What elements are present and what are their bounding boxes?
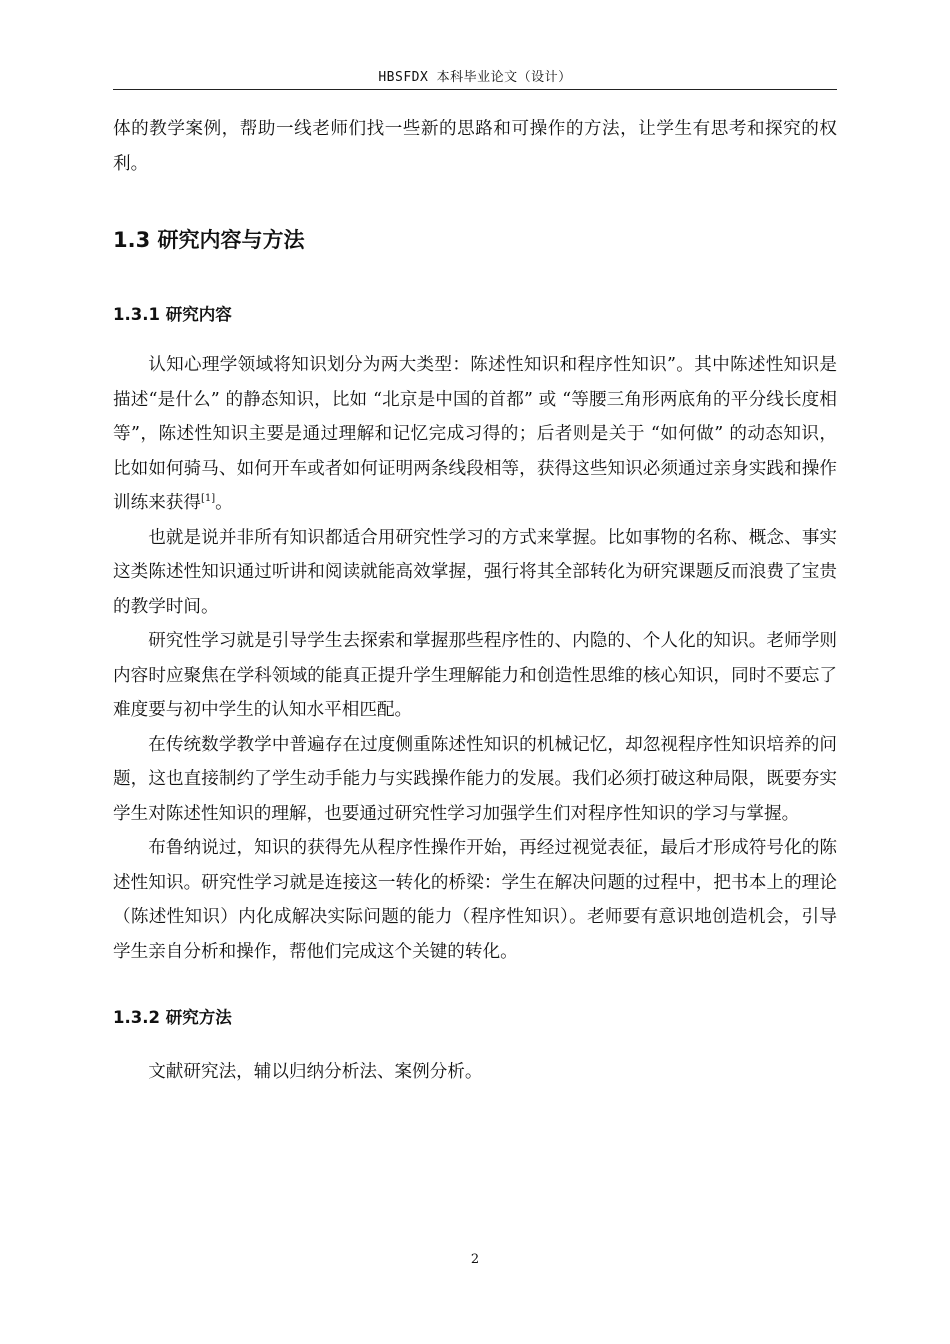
body-paragraph: 也就是说并非所有知识都适合用研究性学习的方式来掌握。比如事物的名称、概念、事实这类陈述性知识通过听讲和阅读就能高效掌握，强行将其全部转化为研究课题反而浪费了宝贵的教学时间。 — [113, 527, 837, 617]
method-paragraph: 文献研究法，辅以归纳分析法、案例分析。 — [148, 1062, 483, 1082]
running-header: HBSFDX 本科毕业论文（设计） — [378, 70, 572, 85]
header-divider — [113, 89, 837, 90]
section-heading-1-3: 1.3 研究内容与方法 — [113, 228, 305, 252]
citation-ref: [1] — [200, 493, 216, 505]
intro-paragraph: 体的教学案例，帮助一线老师们找一些新的思路和可操作的方法，让学生有思考和探究的权利。 — [113, 119, 837, 174]
subsection-heading-1-3-1: 1.3.1 研究内容 — [113, 305, 232, 324]
paragraph-text: 认知心理学领域将知识划分为两大类型：陈述性知识和程序性知识”。其中陈述性知识是描述“是什么” 的静态知识，比如 “北京是中国的首都” 或 “等腰三角形两底角的平分线长度相等”，陈述性知识主要是通过理解和记忆完成习得的；后者则是关于 “如何做” 的动态知识，比如如何骑马、如何开车或者如何证明两条线段相等，获得这些知识必须通过亲身实践和操作训练来获得 — [113, 355, 837, 513]
subsection-heading-1-3-2: 1.3.2 研究方法 — [113, 1008, 232, 1027]
page-number: 2 — [470, 1252, 480, 1267]
body-paragraph: 研究性学习就是引导学生去探索和掌握那些程序性的、内隐的、个人化的知识。老师学则内容时应聚焦在学科领域的能真正提升学生理解能力和创造性思维的核心知识，同时不要忘了难度要与初中学生的认知水平相匹配。 — [113, 631, 837, 720]
body-paragraph: 在传统数学教学中普遍存在过度侧重陈述性知识的机械记忆，却忽视程序性知识培养的问题，这也直接制约了学生动手能力与实践操作能力的发展。我们必须打破这种局限，既要夯实学生对陈述性知识的理解，也要通过研究性学习加强学生们对程序性知识的学习与掌握。 — [113, 734, 837, 824]
body-paragraph — [113, 348, 837, 521]
paragraph-tail: 。 — [215, 493, 233, 513]
body-paragraph: 布鲁纳说过，知识的获得先从程序性操作开始，再经过视觉表征，最后才形成符号化的陈述性知识。研究性学习就是连接这一转化的桥梁：学生在解决问题的过程中，把书本上的理论（陈述性知识）内化成解决实际问题的能力（程序性知识）。老师要有意识地创造机会，引导学生亲自分析和操作，帮他们完成这个关键的转化。 — [113, 838, 837, 962]
page-body — [113, 112, 837, 1090]
